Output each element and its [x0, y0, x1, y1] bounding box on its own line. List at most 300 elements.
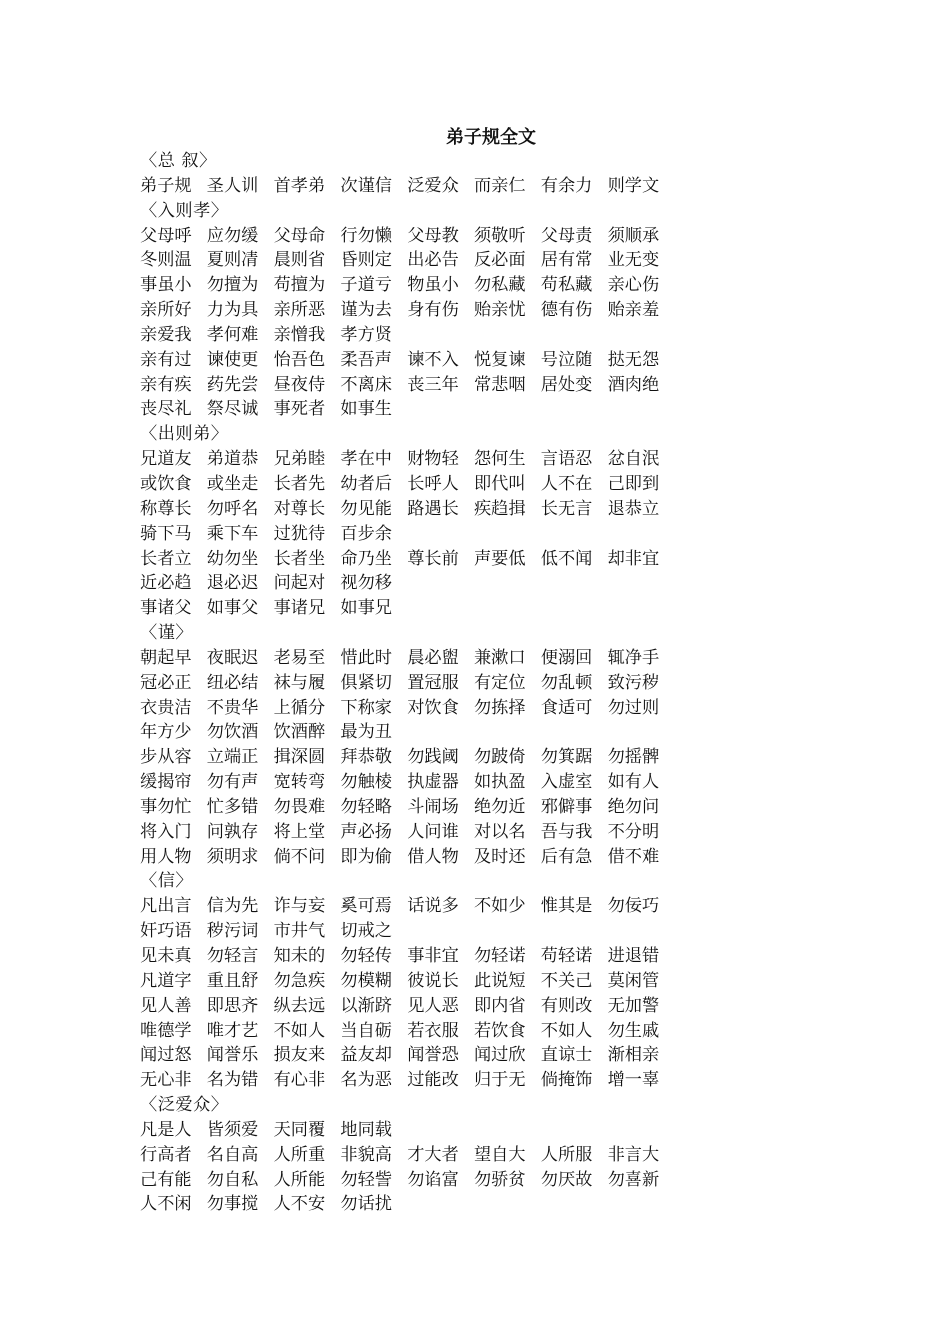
verse-phrase: 亲憎我 [273, 324, 326, 345]
verse-phrase: 昏则定 [340, 250, 392, 271]
verse-phrase: 己即到 [607, 473, 660, 494]
verse-phrase: 唯才艺 [206, 1020, 259, 1041]
verse-phrase: 路遇长 [407, 498, 459, 519]
verse-phrase: 勿箕踞 [540, 747, 593, 768]
verse-phrase: 有心非 [273, 1070, 326, 1091]
verse-phrase: 对尊长 [273, 498, 326, 519]
verse-line [140, 298, 700, 323]
verse-phrase: 亲所好 [140, 300, 192, 321]
verse-phrase: 有余力 [540, 175, 593, 196]
verse-phrase: 乘下车 [206, 523, 259, 544]
verse-phrase: 进退错 [607, 946, 660, 966]
verse-phrase: 将入门 [140, 821, 192, 842]
section-heading: 〈泛爱众〉 [140, 1095, 229, 1116]
verse-phrase: 勿私藏 [473, 275, 526, 296]
verse-phrase: 怨何生 [473, 449, 526, 470]
verse-phrase: 揖深圆 [273, 747, 326, 768]
verse-phrase: 便溺回 [540, 647, 593, 668]
verse-phrase: 反必面 [473, 250, 526, 271]
verse-phrase: 立端正 [206, 747, 259, 768]
verse-phrase: 渐相亲 [607, 1045, 660, 1066]
verse-phrase: 下称家 [340, 697, 392, 718]
verse-phrase: 父母责 [540, 225, 593, 246]
verse-phrase: 勿触棱 [340, 772, 392, 793]
verse-line [140, 671, 700, 696]
verse-phrase: 有则改 [540, 995, 593, 1016]
verse-phrase: 食适可 [540, 697, 593, 718]
verse-phrase: 勿急疾 [273, 970, 326, 991]
verse-phrase: 亲有过 [140, 349, 192, 370]
verse-phrase: 勿自私 [206, 1169, 259, 1190]
verse-phrase: 非貌高 [340, 1144, 392, 1165]
verse-line [140, 248, 700, 273]
verse-line [140, 894, 700, 919]
verse-phrase: 苟私藏 [540, 275, 593, 296]
verse-phrase: 勿饮酒 [206, 722, 259, 743]
verse-phrase: 酒肉绝 [607, 374, 660, 395]
verse-phrase: 长者坐 [273, 548, 326, 569]
verse-phrase: 勿跛倚 [473, 747, 526, 768]
verse-phrase: 有定位 [473, 672, 526, 693]
verse-phrase: 俱紧切 [340, 672, 392, 693]
verse-phrase: 直谅士 [540, 1045, 593, 1066]
verse-phrase: 即为偷 [340, 846, 392, 867]
verse-phrase: 声必扬 [340, 821, 392, 842]
verse-phrase: 最为丑 [340, 722, 392, 743]
verse-line [140, 646, 700, 671]
verse-phrase: 宽转弯 [273, 772, 326, 793]
verse-phrase: 身有伤 [407, 300, 459, 321]
verse-phrase: 常悲咽 [473, 374, 526, 395]
verse-phrase: 名为错 [206, 1070, 259, 1091]
verse-phrase: 声要低 [473, 548, 526, 569]
verse-phrase: 不如人 [273, 1020, 326, 1041]
verse-phrase: 归于无 [473, 1070, 526, 1091]
verse-phrase: 切戒之 [340, 921, 392, 942]
verse-phrase: 行高者 [140, 1144, 192, 1165]
verse-line [140, 994, 700, 1019]
verse-phrase: 父母命 [273, 225, 326, 246]
verse-phrase: 纵去远 [273, 995, 326, 1016]
verse-phrase: 辄净手 [607, 647, 660, 668]
verse-phrase: 及时还 [473, 846, 526, 867]
verse-phrase: 无加警 [607, 995, 660, 1016]
verse-line [140, 1192, 700, 1217]
verse-phrase: 幼勿坐 [206, 548, 259, 569]
section-heading: 〈信〉 [140, 871, 194, 892]
verse-phrase: 袜与履 [273, 672, 326, 693]
verse-phrase: 勿厌故 [540, 1169, 593, 1190]
verse-phrase: 见人恶 [407, 995, 459, 1016]
verse-phrase: 或坐走 [206, 473, 259, 494]
verse-phrase: 丧尽礼 [140, 399, 192, 420]
verse-phrase: 亲所恶 [273, 300, 326, 321]
verse-phrase: 苟擅为 [273, 275, 326, 296]
verse-phrase: 问孰存 [206, 821, 259, 842]
verse-phrase: 不离床 [340, 374, 392, 395]
verse-phrase: 昼夜侍 [273, 374, 326, 395]
verse-phrase: 兄道友 [140, 449, 192, 470]
verse-phrase: 行勿懒 [340, 225, 392, 246]
verse-phrase: 圣人训 [206, 175, 259, 196]
verse-phrase: 即代叫 [473, 473, 526, 494]
verse-phrase: 孝在中 [340, 449, 392, 470]
verse-phrase: 上循分 [273, 697, 326, 718]
verse-phrase: 以渐跻 [340, 995, 392, 1016]
verse-phrase: 无心非 [140, 1070, 192, 1091]
verse-line [140, 969, 700, 994]
verse-phrase: 彼说长 [407, 970, 459, 991]
verse-phrase: 父母呼 [140, 225, 192, 246]
verse-phrase: 即内省 [473, 995, 526, 1016]
verse-phrase: 名为恶 [340, 1070, 392, 1091]
verse-phrase: 勿佞巧 [607, 896, 660, 917]
verse-phrase: 贻亲忧 [473, 300, 526, 321]
verse-phrase: 居处变 [540, 374, 593, 395]
verse-phrase: 倘掩饰 [540, 1070, 593, 1091]
verse-phrase: 朝起早 [140, 647, 192, 668]
section-heading: 〈总 叙〉 [140, 151, 217, 171]
verse-phrase: 致污秽 [607, 672, 660, 693]
verse-line [140, 348, 700, 373]
verse-phrase: 此说短 [473, 970, 526, 991]
verse-phrase: 执虚器 [407, 772, 459, 793]
verse-phrase: 却非宜 [607, 548, 660, 569]
verse-phrase: 怡吾色 [273, 349, 326, 370]
verse-line [140, 174, 700, 199]
verse-phrase: 勿拣择 [473, 697, 526, 718]
verse-line [140, 1068, 700, 1093]
verse-phrase: 勿轻传 [340, 946, 392, 966]
verse-phrase: 亲心伤 [607, 275, 660, 296]
verse-phrase: 悦复谏 [473, 349, 526, 370]
verse-phrase: 人不安 [273, 1194, 326, 1215]
verse-phrase: 德有伤 [540, 300, 593, 321]
verse-phrase: 若衣服 [407, 1020, 459, 1041]
verse-phrase: 疾趋揖 [473, 498, 526, 519]
section-heading: 〈谨〉 [140, 623, 194, 644]
verse-phrase: 勿轻言 [206, 946, 259, 966]
verse-phrase: 纽必结 [206, 672, 259, 693]
verse-line [140, 522, 700, 547]
verse-line [140, 1143, 700, 1168]
verse-phrase: 凡道字 [140, 970, 192, 991]
verse-phrase: 唯德学 [140, 1020, 192, 1041]
verse-line [140, 696, 700, 721]
verse-phrase: 知未的 [273, 946, 326, 966]
verse-line [140, 397, 700, 422]
verse-phrase: 居有常 [540, 250, 593, 271]
verse-phrase: 首孝弟 [273, 175, 326, 196]
verse-phrase: 对饮食 [407, 697, 459, 718]
verse-phrase: 勿谄富 [407, 1169, 459, 1190]
verse-phrase: 兄弟睦 [273, 449, 326, 470]
verse-phrase: 而亲仁 [473, 175, 526, 196]
verse-phrase: 勿擅为 [206, 275, 259, 296]
verse-phrase: 物虽小 [407, 275, 459, 296]
section-heading: 〈入则孝〉 [140, 200, 229, 221]
verse-phrase: 冠必正 [140, 672, 192, 693]
verse-phrase: 如事兄 [340, 598, 392, 619]
verse-line [140, 1019, 700, 1044]
verse-phrase: 命乃坐 [340, 548, 392, 569]
verse-line [140, 273, 700, 298]
verse-phrase: 退必迟 [206, 573, 259, 594]
verse-phrase: 益友却 [340, 1045, 392, 1066]
verse-line [140, 547, 700, 572]
verse-phrase: 奚可焉 [340, 896, 392, 917]
verse-phrase: 人不在 [540, 473, 593, 494]
verse-line [140, 1168, 700, 1193]
verse-phrase: 邪僻事 [540, 796, 593, 817]
verse-phrase: 重且舒 [206, 970, 259, 991]
verse-phrase: 夏则凊 [206, 250, 259, 271]
verse-phrase: 勿轻訾 [340, 1169, 392, 1190]
verse-phrase: 过能改 [407, 1070, 459, 1091]
verse-phrase: 子道亏 [340, 275, 392, 296]
page-title: 弟子规全文 [446, 127, 536, 148]
verse-phrase: 吾与我 [540, 821, 593, 842]
verse-phrase: 诈与妄 [273, 896, 326, 917]
verse-phrase: 勿骄贫 [473, 1169, 526, 1190]
verse-phrase: 即思齐 [206, 995, 259, 1016]
verse-phrase: 过犹待 [273, 523, 326, 544]
verse-phrase: 信为先 [206, 896, 259, 917]
verse-line [140, 1118, 700, 1143]
verse-phrase: 勿模糊 [340, 970, 392, 991]
verse-phrase: 事非宜 [407, 946, 459, 966]
verse-phrase: 衣贵洁 [140, 697, 192, 718]
verse-phrase: 损友来 [273, 1045, 326, 1066]
verse-phrase: 事诸父 [140, 598, 192, 619]
verse-phrase: 勿见能 [340, 498, 392, 519]
verse-phrase: 夜眠迟 [206, 647, 259, 668]
verse-phrase: 幼者后 [340, 473, 392, 494]
verse-phrase: 人所重 [273, 1144, 326, 1165]
verse-line [140, 720, 700, 745]
verse-phrase: 勿呼名 [206, 498, 259, 519]
verse-phrase: 绝勿问 [607, 796, 660, 817]
verse-phrase: 年方少 [140, 722, 192, 743]
verse-line [140, 323, 700, 348]
verse-phrase: 挞无怨 [607, 349, 660, 370]
verse-phrase: 言语忍 [540, 449, 593, 470]
verse-phrase: 长呼人 [407, 473, 459, 494]
verse-phrase: 凡出言 [140, 896, 192, 917]
verse-phrase: 低不闻 [540, 548, 593, 569]
verse-phrase: 骑下马 [140, 523, 192, 544]
verse-phrase: 惟其是 [540, 896, 593, 917]
verse-phrase: 名自高 [206, 1144, 259, 1165]
verse-phrase: 不如少 [473, 896, 526, 917]
verse-phrase: 问起对 [273, 573, 326, 594]
verse-phrase: 望自大 [473, 1144, 526, 1165]
verse-phrase: 勿有声 [206, 772, 259, 793]
verse-phrase: 业无变 [607, 250, 660, 271]
verse-phrase: 若饮食 [473, 1020, 526, 1041]
verse-phrase: 皆须爱 [206, 1119, 259, 1140]
verse-line [140, 919, 700, 944]
verse-phrase: 莫闲管 [607, 970, 660, 991]
verse-phrase: 孝方贤 [340, 324, 392, 345]
verse-phrase: 退恭立 [607, 498, 660, 519]
verse-line [140, 447, 700, 472]
verse-phrase: 须顺承 [607, 225, 660, 246]
verse-phrase: 称尊长 [140, 498, 192, 519]
verse-phrase: 用人物 [140, 846, 192, 867]
verse-phrase: 人问谁 [407, 821, 459, 842]
verse-phrase: 不如人 [540, 1020, 593, 1041]
verse-phrase: 柔吾声 [340, 349, 392, 370]
verse-phrase: 将上堂 [273, 821, 326, 842]
verse-phrase: 勿轻诺 [473, 946, 526, 966]
verse-phrase: 弟道恭 [206, 449, 259, 470]
section-heading: 〈出则弟〉 [140, 424, 229, 445]
verse-phrase: 如执盈 [473, 772, 526, 793]
verse-line [140, 497, 700, 522]
verse-phrase: 勿生戚 [607, 1020, 660, 1041]
verse-phrase: 不分明 [607, 821, 660, 842]
verse-line [140, 224, 700, 249]
verse-phrase: 勿畏难 [273, 796, 326, 817]
verse-phrase: 不贵华 [206, 697, 259, 718]
verse-line [140, 596, 700, 621]
verse-phrase: 须明求 [206, 846, 259, 867]
verse-phrase: 力为具 [206, 300, 259, 321]
verse-phrase: 见未真 [140, 946, 192, 966]
verse-phrase: 贻亲羞 [607, 300, 660, 321]
verse-phrase: 弟子规 [140, 175, 192, 196]
verse-phrase: 事诸兄 [273, 598, 326, 619]
verse-line [140, 820, 700, 845]
verse-phrase: 晨必盥 [407, 647, 459, 668]
verse-phrase: 勿事搅 [206, 1194, 259, 1215]
verse-phrase: 话说多 [407, 896, 459, 917]
verse-phrase: 绝勿近 [473, 796, 526, 817]
verse-phrase: 则学文 [607, 175, 660, 196]
verse-phrase: 秽污词 [206, 921, 259, 942]
verse-phrase: 勿过则 [607, 697, 660, 718]
verse-line [140, 745, 700, 770]
verse-phrase: 如事生 [340, 399, 392, 420]
verse-phrase: 增一辜 [607, 1070, 660, 1091]
verse-phrase: 视勿移 [340, 573, 392, 594]
verse-phrase: 须敬听 [473, 225, 526, 246]
verse-phrase: 勿摇髀 [607, 747, 660, 768]
verse-phrase: 次谨信 [340, 175, 392, 196]
verse-line [140, 944, 700, 969]
verse-phrase: 借人物 [407, 846, 459, 867]
verse-phrase: 长无言 [540, 498, 593, 519]
verse-phrase: 或饮食 [140, 473, 192, 494]
verse-phrase: 老易至 [273, 647, 326, 668]
verse-phrase: 人所能 [273, 1169, 326, 1190]
verse-phrase: 步从容 [140, 747, 192, 768]
verse-phrase: 市井气 [273, 921, 326, 942]
verse-phrase: 闻过欣 [473, 1045, 526, 1066]
verse-phrase: 非言大 [607, 1144, 660, 1165]
verse-phrase: 惜此时 [340, 647, 392, 668]
verse-phrase: 当自砺 [340, 1020, 392, 1041]
verse-phrase: 事虽小 [140, 275, 192, 296]
verse-phrase: 近必趋 [140, 573, 192, 594]
verse-phrase: 借不难 [607, 846, 660, 867]
verse-phrase: 百步余 [340, 523, 392, 544]
verse-phrase: 闻誉恐 [407, 1045, 459, 1066]
verse-phrase: 凡是人 [140, 1119, 192, 1140]
verse-phrase: 天同覆 [273, 1119, 326, 1140]
verse-phrase: 忿自泯 [607, 449, 660, 470]
document-body [140, 149, 700, 1217]
verse-phrase: 置冠服 [407, 672, 459, 693]
verse-phrase: 缓揭帘 [140, 772, 192, 793]
verse-phrase: 谏使更 [206, 349, 259, 370]
verse-phrase: 闻誉乐 [206, 1045, 259, 1066]
verse-phrase: 人所服 [540, 1144, 593, 1165]
verse-phrase: 勿喜新 [607, 1169, 660, 1190]
verse-phrase: 丧三年 [407, 374, 459, 395]
verse-phrase: 拜恭敬 [340, 747, 392, 768]
verse-phrase: 尊长前 [407, 548, 459, 569]
verse-phrase: 闻过怒 [140, 1045, 192, 1066]
verse-phrase: 应勿缓 [206, 225, 259, 246]
verse-line [140, 1043, 700, 1068]
verse-phrase: 饮酒醉 [273, 722, 326, 743]
verse-phrase: 不关己 [540, 970, 593, 991]
verse-phrase: 父母教 [407, 225, 459, 246]
verse-phrase: 泛爱众 [407, 175, 459, 196]
verse-phrase: 倘不问 [273, 846, 326, 867]
verse-phrase: 出必告 [407, 250, 459, 271]
verse-line [140, 472, 700, 497]
verse-line [140, 795, 700, 820]
verse-line [140, 845, 700, 870]
verse-phrase: 兼漱口 [473, 647, 526, 668]
verse-phrase: 忙多错 [206, 796, 259, 817]
verse-phrase: 长者立 [140, 548, 192, 569]
verse-phrase: 如有人 [607, 772, 660, 793]
verse-phrase: 见人善 [140, 995, 192, 1016]
verse-phrase: 才大者 [407, 1144, 459, 1165]
verse-phrase: 亲爱我 [140, 324, 192, 345]
verse-phrase: 勿乱顿 [540, 672, 593, 693]
verse-phrase: 谨为去 [340, 300, 392, 321]
verse-phrase: 地同载 [340, 1119, 392, 1140]
verse-phrase: 奸巧语 [140, 921, 192, 942]
verse-phrase: 事勿忙 [140, 796, 192, 817]
verse-phrase: 苟轻诺 [540, 946, 593, 966]
verse-phrase: 孝何难 [206, 324, 259, 345]
verse-phrase: 勿践阈 [407, 747, 459, 768]
verse-phrase: 财物轻 [407, 449, 459, 470]
verse-phrase: 对以名 [473, 821, 526, 842]
verse-line [140, 373, 700, 398]
verse-phrase: 己有能 [140, 1169, 192, 1190]
verse-phrase: 后有急 [540, 846, 593, 867]
verse-phrase: 勿轻略 [340, 796, 392, 817]
verse-line [140, 571, 700, 596]
verse-phrase: 谏不入 [407, 349, 459, 370]
verse-phrase: 号泣随 [540, 349, 593, 370]
verse-phrase: 药先尝 [206, 374, 259, 395]
verse-phrase: 晨则省 [273, 250, 326, 271]
verse-phrase: 冬则温 [140, 250, 192, 271]
verse-phrase: 入虚室 [540, 772, 593, 793]
verse-phrase: 长者先 [273, 473, 326, 494]
verse-phrase: 事死者 [273, 399, 326, 420]
verse-phrase: 斗闹场 [407, 796, 459, 817]
verse-phrase: 勿话扰 [340, 1194, 392, 1215]
